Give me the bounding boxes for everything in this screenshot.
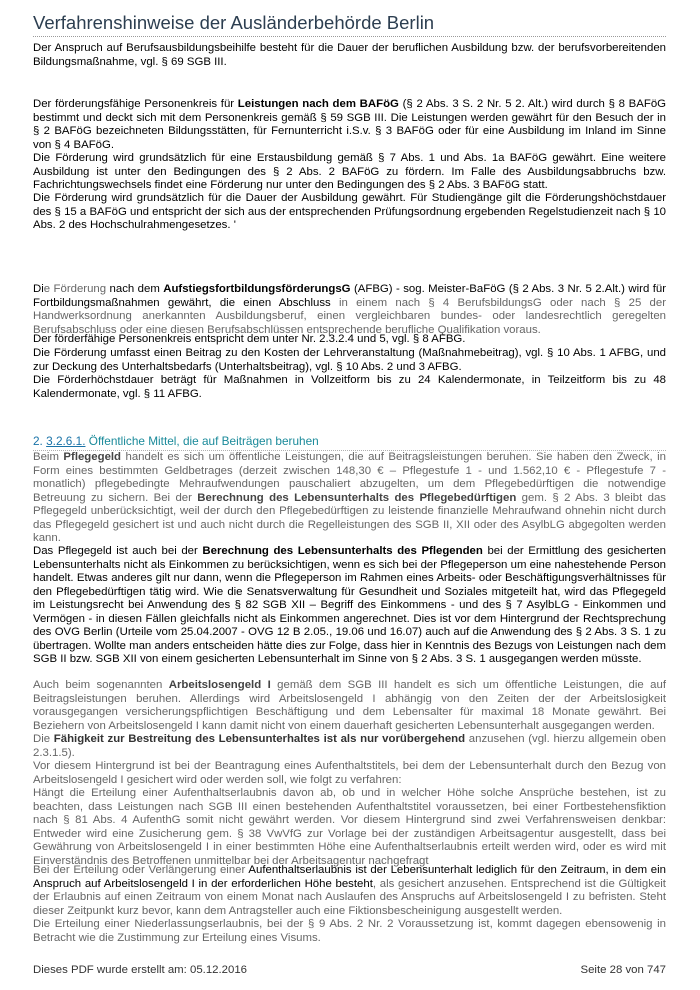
bold-term: Berechnung des Lebensunterhalts des Pflegebedürftigen	[197, 491, 517, 504]
pflegegeld-paragraph-1	[33, 451, 666, 546]
text-span: Aufenthaltserlaubnis ist der Lebensunterhalt lediglich für den Zeitraum, in dem ein Anspruch auf Arbeitslosengeld I in der erforderlichen Höhe besteht	[33, 864, 666, 890]
alg-paragraph-1	[33, 679, 666, 733]
section-title: Öffentliche Mittel, die auf Beiträgen beruhen	[85, 434, 319, 448]
text-span: gem. § 2 Abs. 3 bleibt das Pflegegeld unberücksichtigt, weil der durch den Pflegebedürftigen zu leistende finanzielle Mehraufwand ohnehin nicht durch das Pflegegeld gesichert ist und auch nicht durch die Regelleistungen des SGB II, XII oder des AsylbLG abgegolten werden kann.	[33, 491, 666, 544]
bold-term: AufstiegsfortbildungsförderungsG	[163, 283, 351, 295]
title-divider	[33, 36, 666, 37]
text-span: gemäß dem SGB III handelt es sich um öffentliche Leistungen, die auf Beitragsleistungen beruhen. Allerdings wird Arbeitslosengeld I abhängig von den Zeiten der der Arbeitslosigkeit vorausgegangen versicherungspflichtigen Beschäftigung und dem Lebensalter für maximal 18 Monate gewährt. Bei Beziehern von Arbeitslosengeld I kann damit nicht von einem dauerhaft gesicherten Lebensunterhalt ausgegangen werden.	[33, 679, 666, 732]
section-number-link[interactable]: 2.	[33, 434, 43, 448]
intro-text: Der Anspruch auf Berufsausbildungsbeihilfe besteht für die Dauer der beruflichen Ausbildung bzw. der berufsvorbereitenden Bildungsmaßnahme, vgl. § 69 SGB III.	[33, 42, 666, 68]
bafoeg-paragraph-2	[33, 152, 666, 193]
alg-paragraph-6	[33, 918, 666, 945]
bold-term: Berechnung des Lebensunterhalts des Pflegenden	[202, 545, 483, 557]
text-span: nach dem	[106, 283, 164, 295]
bafoeg-paragraph-3	[33, 192, 666, 233]
bold-term: Leistungen nach dem BAFöG	[237, 98, 399, 110]
text-span: Die Förderhöchstdauer beträgt für Maßnahmen in Vollzeitform bis zu 24 Kalendermonate, in Teilzeitform bis zu 48 Kalendermonate, vgl. § 11 AFBG.	[33, 374, 666, 400]
afbg-paragraph-3	[33, 347, 666, 374]
bold-term: Fähigkeit zur Bestreitung des Lebensunterhaltes ist als nur vorübergehend	[53, 733, 466, 745]
text-span: Beim	[33, 451, 64, 463]
text-span: Die Förderung wird grundsätzlich für die Dauer der Ausbildung gewährt. Für Studiengänge gilt die Förderungshöchstdauer des § 15 a BAFöG und entspricht der sich aus der entsprechenden Prüfungsordnung ergebenden Regelstudienzeit nach § 10 Abs. 2 des Hochschulrahmengesetzes. '	[33, 192, 666, 231]
afbg-paragraph-1	[33, 283, 666, 337]
section-heading	[33, 434, 319, 448]
afbg-paragraph-2	[33, 333, 666, 347]
footer-created-date: Dieses PDF wurde erstellt am: 05.12.2016	[33, 964, 247, 976]
section-number-link[interactable]: 3.2.6.1.	[46, 434, 86, 448]
page-title: Verfahrenshinweise der Ausländerbehörde Berlin	[33, 12, 435, 33]
text-span: Die Erteilung einer Niederlassungserlaubnis, bei der § 9 Abs. 2 Nr. 2 Voraussetzung ist, kommt dagegen ebensowenig in Betracht wie die Zustimmung zur Erteilung eines Visums.	[33, 918, 666, 944]
text-span: Di	[33, 283, 44, 295]
alg-paragraph-3	[33, 760, 666, 787]
bold-term: Pflegegeld	[63, 451, 122, 463]
text-span: Bei der Erteilung oder Verlängerung einer	[33, 864, 249, 876]
text-span: Der förderfähige Personenkreis entspricht dem unter Nr. 2.3.2.4 und 5, vgl. § 8 AFBG.	[33, 333, 466, 345]
intro-paragraph	[33, 42, 666, 69]
text-span: Das Pflegegeld ist auch bei der	[33, 545, 203, 557]
text-span: e Förderung	[43, 283, 107, 295]
text-span: Auch beim sogenannten	[33, 679, 169, 691]
alg-paragraph-2	[33, 733, 666, 760]
text-span: Hängt die Erteilung einer Aufenthaltserlaubnis davon ab, ob und in welcher Höhe solche Ansprüche bestehen, ist zu beachten, dass Leistungen nach SGB III einen bestehenden Aufenthaltstitel voraussetzen, bei einer Fortbestehensfiktion nach § 81 Abs. 4 AufenthG somit nicht gewährt werden. Vor diesem Hintergrund sind zwei Verfahrensweisen denkbar: Entweder wird eine Zusicherung gem. § 38 VwVfG zur Vorlage bei der zuständigen Arbeitsagentur ausgestellt, dass bei Gewährung von Arbeitslosengeld I in einer bestimmten Höhe eine Aufenthaltserlaubnis erteilt werden wird, oder es wird mit Einverständnis des Betroffenen unmittelbar bei der Arbeitsagentur nachgefragt	[33, 787, 666, 867]
text-span: Die Förderung umfasst einen Beitrag zu den Kosten der Lehrveranstaltung (Maßnahmebeitrag), vgl. § 10 Abs. 1 AFBG, und zur Deckung des Unterhaltsbedarfs (Unterhaltsbeitrag), vgl. § 10 Abs. 2 und 3 AFBG.	[33, 347, 666, 373]
text-span: (AFBG) - sog. Meister-BaFöG (§ 2 Abs. 3 Nr. 5 2.Alt.) wird für Fortbildungsmaßnahmen gewährt, die einen Abschluss	[33, 283, 667, 309]
bold-term: Arbeitslosengeld I	[168, 679, 271, 691]
text-span: Der förderungsfähige Personenkreis für	[33, 98, 238, 110]
text-span: handelt es sich um öffentliche Leistungen, die auf Beitragsleistungen beruhen. Sie haben den Zweck, in Form eines bestimmten Geldbetrages (derzeit zwischen 148,30 € – Pflegestufe 1 - und 1.562,10 € - Pflegestufe 7 - monatlich) pflegebedingte Mehraufwendungen pauschaliert abzugelten, um dem Pflegebedürftigen die notwendige Betreuung zu sichern. Bei der	[33, 451, 666, 504]
afbg-paragraph-4	[33, 374, 666, 401]
alg-paragraph-5	[33, 864, 666, 918]
alg-paragraph-4	[33, 787, 666, 868]
text-span: bei der Ermittlung des gesicherten Lebensunterhalts nicht als Einkommen zu berücksichtigen, wenn es sich bei der Pflegeperson um eine nahestehende Person handelt. Etwas anderes gilt nur dann, wenn die Pflegeperson im Rahmen eines Arbeits- oder Beschäftigungsverhältnisses für den Pflegebedürftigen tätig wird. Wie die Senatsverwaltung für Gesundheit und Soziales mitgeteilt hat, wird das Pflegegeld im Leistungsrecht bei Anwendung des § 82 SGB XII – Begriff des Einkommens - und des § 7 AsylbLG - Einkommen und Vermögen - in diesen Fällen gleichfalls nicht als Einkommen angerechnet. Dies ist vor dem Hintergrund der Rechtsprechung des OVG Berlin (Urteile vom 25.04.2007 - OVG 12 B 2.05., 19.06 und 16.07) auch auf die Anwendung des § 2 Abs. 3 S. 1 zu übertragen. Wollte man anders entscheiden hätte dies zur Folge, dass hier in Kenntnis des Bezugs von Leistungen nach dem SGB II bzw. SGB XII von einem gesicherten Lebensunterhalt im Sinne von § 2 Abs. 3 S. 1 ausgegangen werden müsste.	[33, 545, 667, 665]
text-span: in einem nach § 4 BerufsbildungsG oder nach § 25 der Handwerksordnung anerkannten Ausbildungsberuf, einen vergleichbaren bundes- oder landesrechtlich geregelten Berufsabschluss oder eine diesen Berufsabschlüssen entsprechende berufliche Qualifikation voraus.	[33, 296, 666, 336]
bafoeg-paragraph-1	[33, 98, 666, 152]
text-span: Die	[33, 733, 54, 745]
pflegegeld-paragraph-2	[33, 545, 666, 667]
text-span: anzusehen (vgl. hierzu allgemein oben 2.3.1.5).	[33, 733, 666, 759]
text-span: (§ 2 Abs. 3 S. 2 Nr. 5 2. Alt.) wird durch § 8 BAFöG bestimmt und deckt sich mit dem Personenkreis gemäß § 59 SGB III. Die Leistungen werden gewährt für den Besuch der in § 2 BAFöG bezeichneten Bildungsstätten, für Fernunterricht i.S.v. § 3 BAFöG oder für eine Ausbildung im Inland im Sinne von § 4 BAFöG.	[33, 98, 667, 151]
text-span: Vor diesem Hintergrund ist bei der Beantragung eines Aufenthaltstitels, bei dem der Lebensunterhalt durch den Bezug von Arbeitslosengeld I gesichert wird oder werden soll, wie folgt zu verfahren:	[33, 760, 666, 786]
text-span: Die Förderung wird grundsätzlich für eine Erstausbildung gemäß § 7 Abs. 1 und Abs. 1a BAFöG gewährt. Eine weitere Ausbildung ist unter den Bedingungen des § 2 Abs. 2 BAFöG zu fördern. Im Falle des Ausbildungsabbruchs bzw. Fachrichtungswechsels findet eine Förderung nur unter den Bedingungen des § 2 Abs. 3 BAFöG statt.	[33, 152, 666, 191]
text-span: , als gesichert anzusehen. Entsprechend ist die Gültigkeit der Erlaubnis auf einen Zeitraum von einem Monat nach Auslaufen des Anspruchs auf Arbeitslosengeld I zu befristen. Steht dieser Zeitpunkt kurz bevor, kann dem Antragsteller auch eine Fiktionsbescheinigung ausgestellt werden.	[33, 877, 666, 917]
footer-page-number: Seite 28 von 747	[580, 964, 666, 976]
